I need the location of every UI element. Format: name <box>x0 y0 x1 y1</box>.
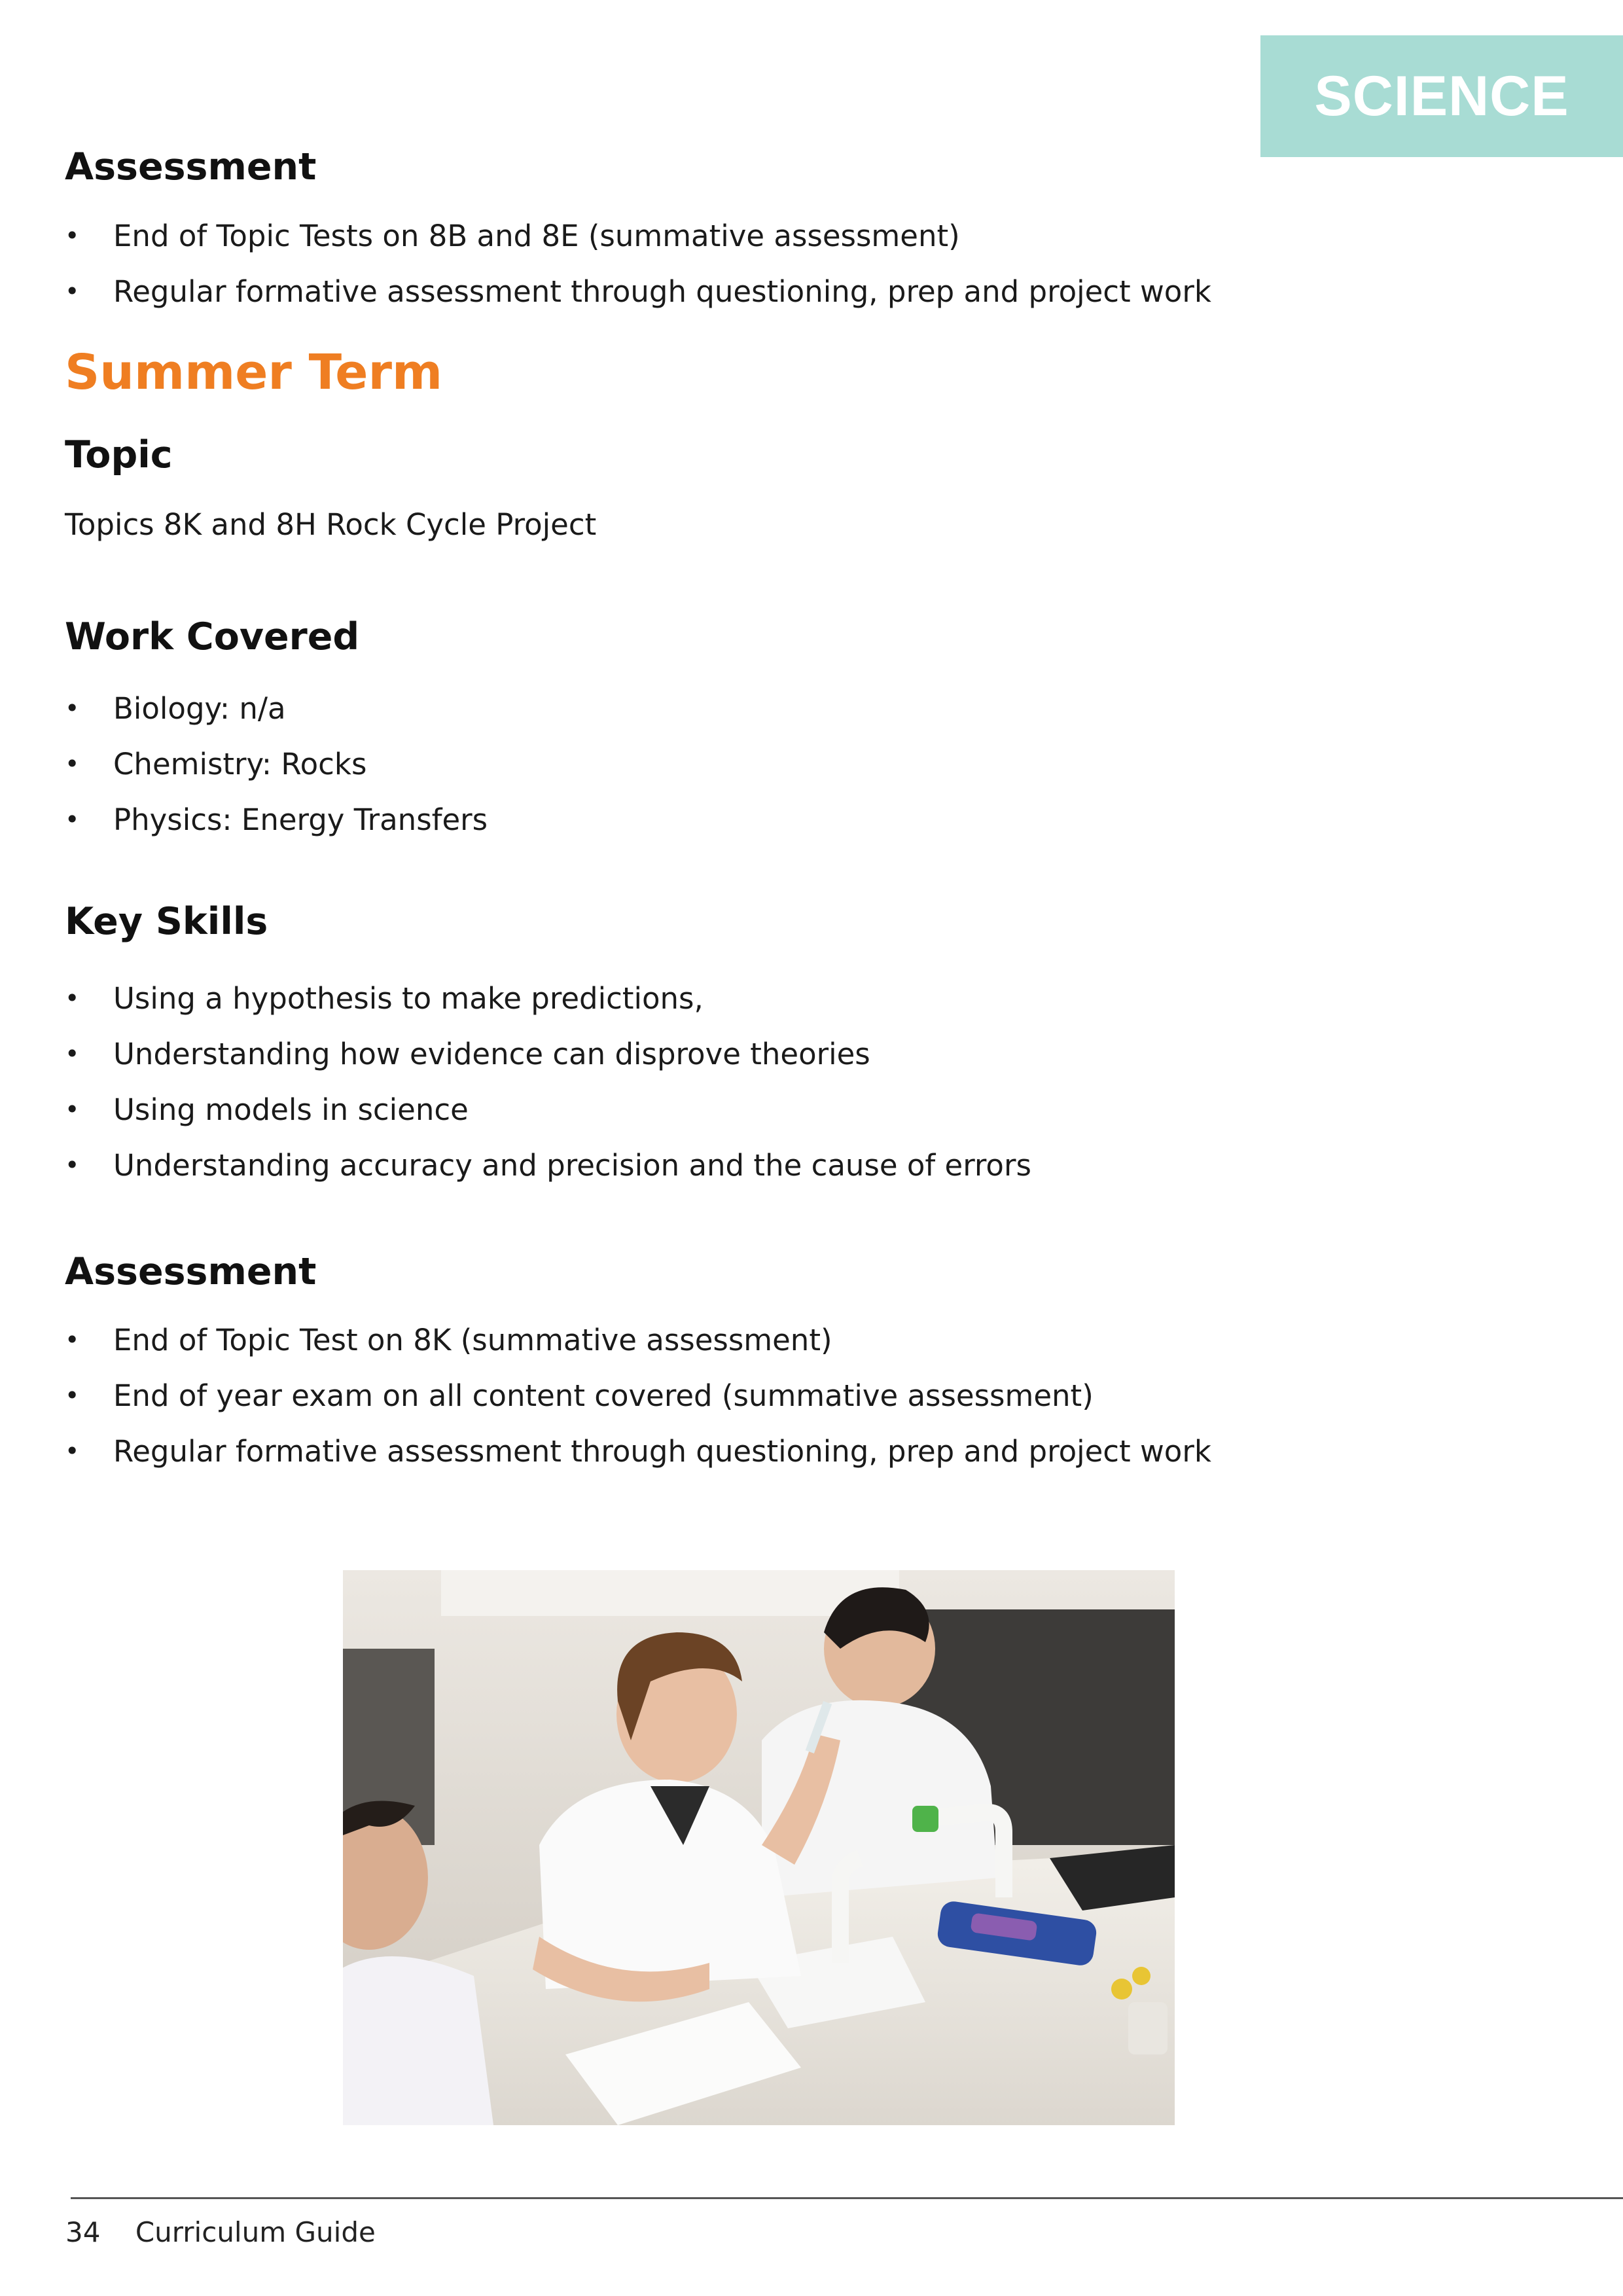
topic-text: Topics 8K and 8H Rock Cycle Project <box>65 507 597 542</box>
key-skills-list <box>65 971 1031 1193</box>
assessment-list <box>65 208 1211 319</box>
topic-heading: Topic <box>65 433 173 476</box>
assessment-heading: Assessment <box>65 1250 317 1293</box>
classroom-photo-illustration <box>343 1570 1175 2125</box>
work-covered-heading: Work Covered <box>65 615 360 658</box>
bullet-icon: • <box>65 1039 80 1068</box>
bullet-icon: • <box>65 694 80 723</box>
classroom-photo <box>343 1570 1175 2125</box>
assessment-list <box>65 1312 1211 1479</box>
page-footer <box>65 2216 376 2248</box>
assessment-heading: Assessment <box>65 145 317 188</box>
list-item: • Biology: n/a <box>65 681 488 736</box>
list-item: • Chemistry: Rocks <box>65 736 488 792</box>
summer-term-title: Summer Term <box>65 344 443 401</box>
section-tab <box>1260 35 1623 157</box>
section-tab-label: SCIENCE <box>1314 64 1569 128</box>
bullet-icon: • <box>65 1095 80 1124</box>
bullet-icon: • <box>65 805 80 834</box>
list-item: • Physics: Energy Transfers <box>65 792 488 848</box>
bullet-icon: • <box>65 1437 80 1465</box>
list-item: • End of year exam on all content covered (summative assessment) <box>65 1368 1211 1424</box>
key-skills-heading: Key Skills <box>65 900 268 943</box>
list-item: • Regular formative assessment through questioning, prep and project work <box>65 264 1211 319</box>
list-item: • End of Topic Tests on 8B and 8E (summative assessment) <box>65 208 1211 264</box>
bullet-icon: • <box>65 749 80 778</box>
list-item: • Regular formative assessment through questioning, prep and project work <box>65 1424 1211 1479</box>
bullet-icon: • <box>65 221 80 250</box>
bullet-icon: • <box>65 984 80 1013</box>
bullet-icon: • <box>65 1151 80 1179</box>
list-item: • Using a hypothesis to make predictions, <box>65 971 1031 1026</box>
bullet-icon: • <box>65 1381 80 1410</box>
document-title: Curriculum Guide <box>135 2216 376 2248</box>
bullet-icon: • <box>65 277 80 306</box>
footer-divider <box>71 2197 1623 2199</box>
bullet-icon: • <box>65 1325 80 1354</box>
list-item: • Understanding accuracy and precision and the cause of errors <box>65 1138 1031 1193</box>
list-item: • End of Topic Test on 8K (summative assessment) <box>65 1312 1211 1368</box>
work-covered-list <box>65 681 488 848</box>
list-item: • Understanding how evidence can disprove theories <box>65 1026 1031 1082</box>
list-item: • Using models in science <box>65 1082 1031 1138</box>
page-number: 34 <box>65 2216 101 2248</box>
